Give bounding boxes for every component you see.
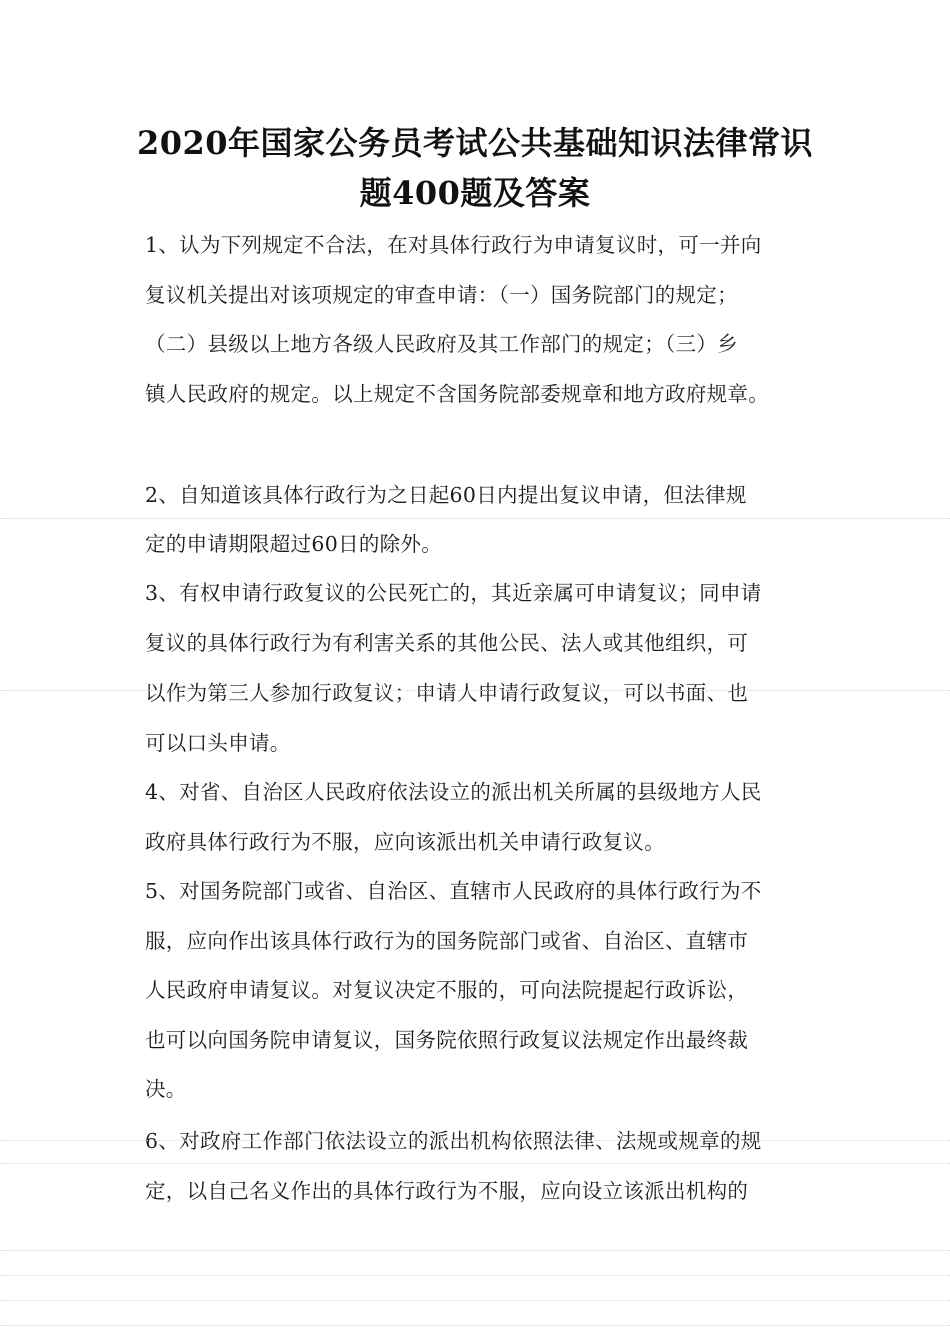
dotted-rule: [0, 1163, 950, 1164]
dotted-rule: [0, 690, 950, 691]
text-line: 复议的具体行政行为有利害关系的其他公民、法人或其他组织，可: [145, 631, 749, 655]
dotted-rule: [0, 1140, 950, 1141]
text-line: 决。: [145, 1077, 187, 1101]
text-line: 镇人民政府的规定。以上规定不含国务院部委规章和地方政府规章。: [145, 382, 769, 406]
text-line: 定，以自己名义作出的具体行政行为不服，应向设立该派出机构的: [145, 1179, 749, 1203]
text-line: 服，应向作出该具体行政行为的国务院部门或省、自治区、直辖市: [145, 929, 749, 953]
dotted-rule: [0, 518, 950, 519]
text-line: （二）县级以上地方各级人民政府及其工作部门的规定；（三）乡: [145, 332, 738, 356]
text-line: 定的申请期限超过60日的除外。: [145, 532, 443, 556]
text-line: 也可以向国务院申请复议，国务院依照行政复议法规定作出最终裁: [145, 1028, 749, 1052]
text-line: 复议机关提出对该项规定的审查申请：（一）国务院部门的规定；: [145, 283, 738, 307]
text-line: 可以口头申请。: [145, 731, 291, 755]
dotted-rule: [0, 1275, 950, 1276]
text-line: 人民政府申请复议。对复议决定不服的，可向法院提起行政诉讼，: [145, 978, 749, 1002]
document-title-line-2: 题400题及答案: [359, 174, 591, 212]
text-line: 5、对国务院部门或省、自治区、直辖市人民政府的具体行政行为不: [145, 879, 762, 903]
text-line: 以作为第三人参加行政复议；申请人申请行政复议，可以书面、也: [145, 681, 749, 705]
text-line: 3、有权申请行政复议的公民死亡的，其近亲属可申请复议；同申请: [145, 581, 762, 605]
document-title-line-1: 2020年国家公务员考试公共基础知识法律常识: [136, 124, 814, 162]
text-line: 政府具体行政行为不服，应向该派出机关申请行政复议。: [145, 830, 665, 854]
text-line: 6、对政府工作部门依法设立的派出机构依照法律、法规或规章的规: [145, 1129, 762, 1153]
dotted-rule: [0, 1325, 950, 1326]
text-line: 1、认为下列规定不合法，在对具体行政行为申请复议时，可一并向: [145, 233, 762, 257]
text-line: 2、自知道该具体行政行为之日起60日内提出复议申请，但法律规: [145, 483, 747, 507]
text-line: 4、对省、自治区人民政府依法设立的派出机关所属的县级地方人民: [145, 780, 762, 804]
dotted-rule: [0, 1250, 950, 1251]
dotted-rule: [0, 1300, 950, 1301]
